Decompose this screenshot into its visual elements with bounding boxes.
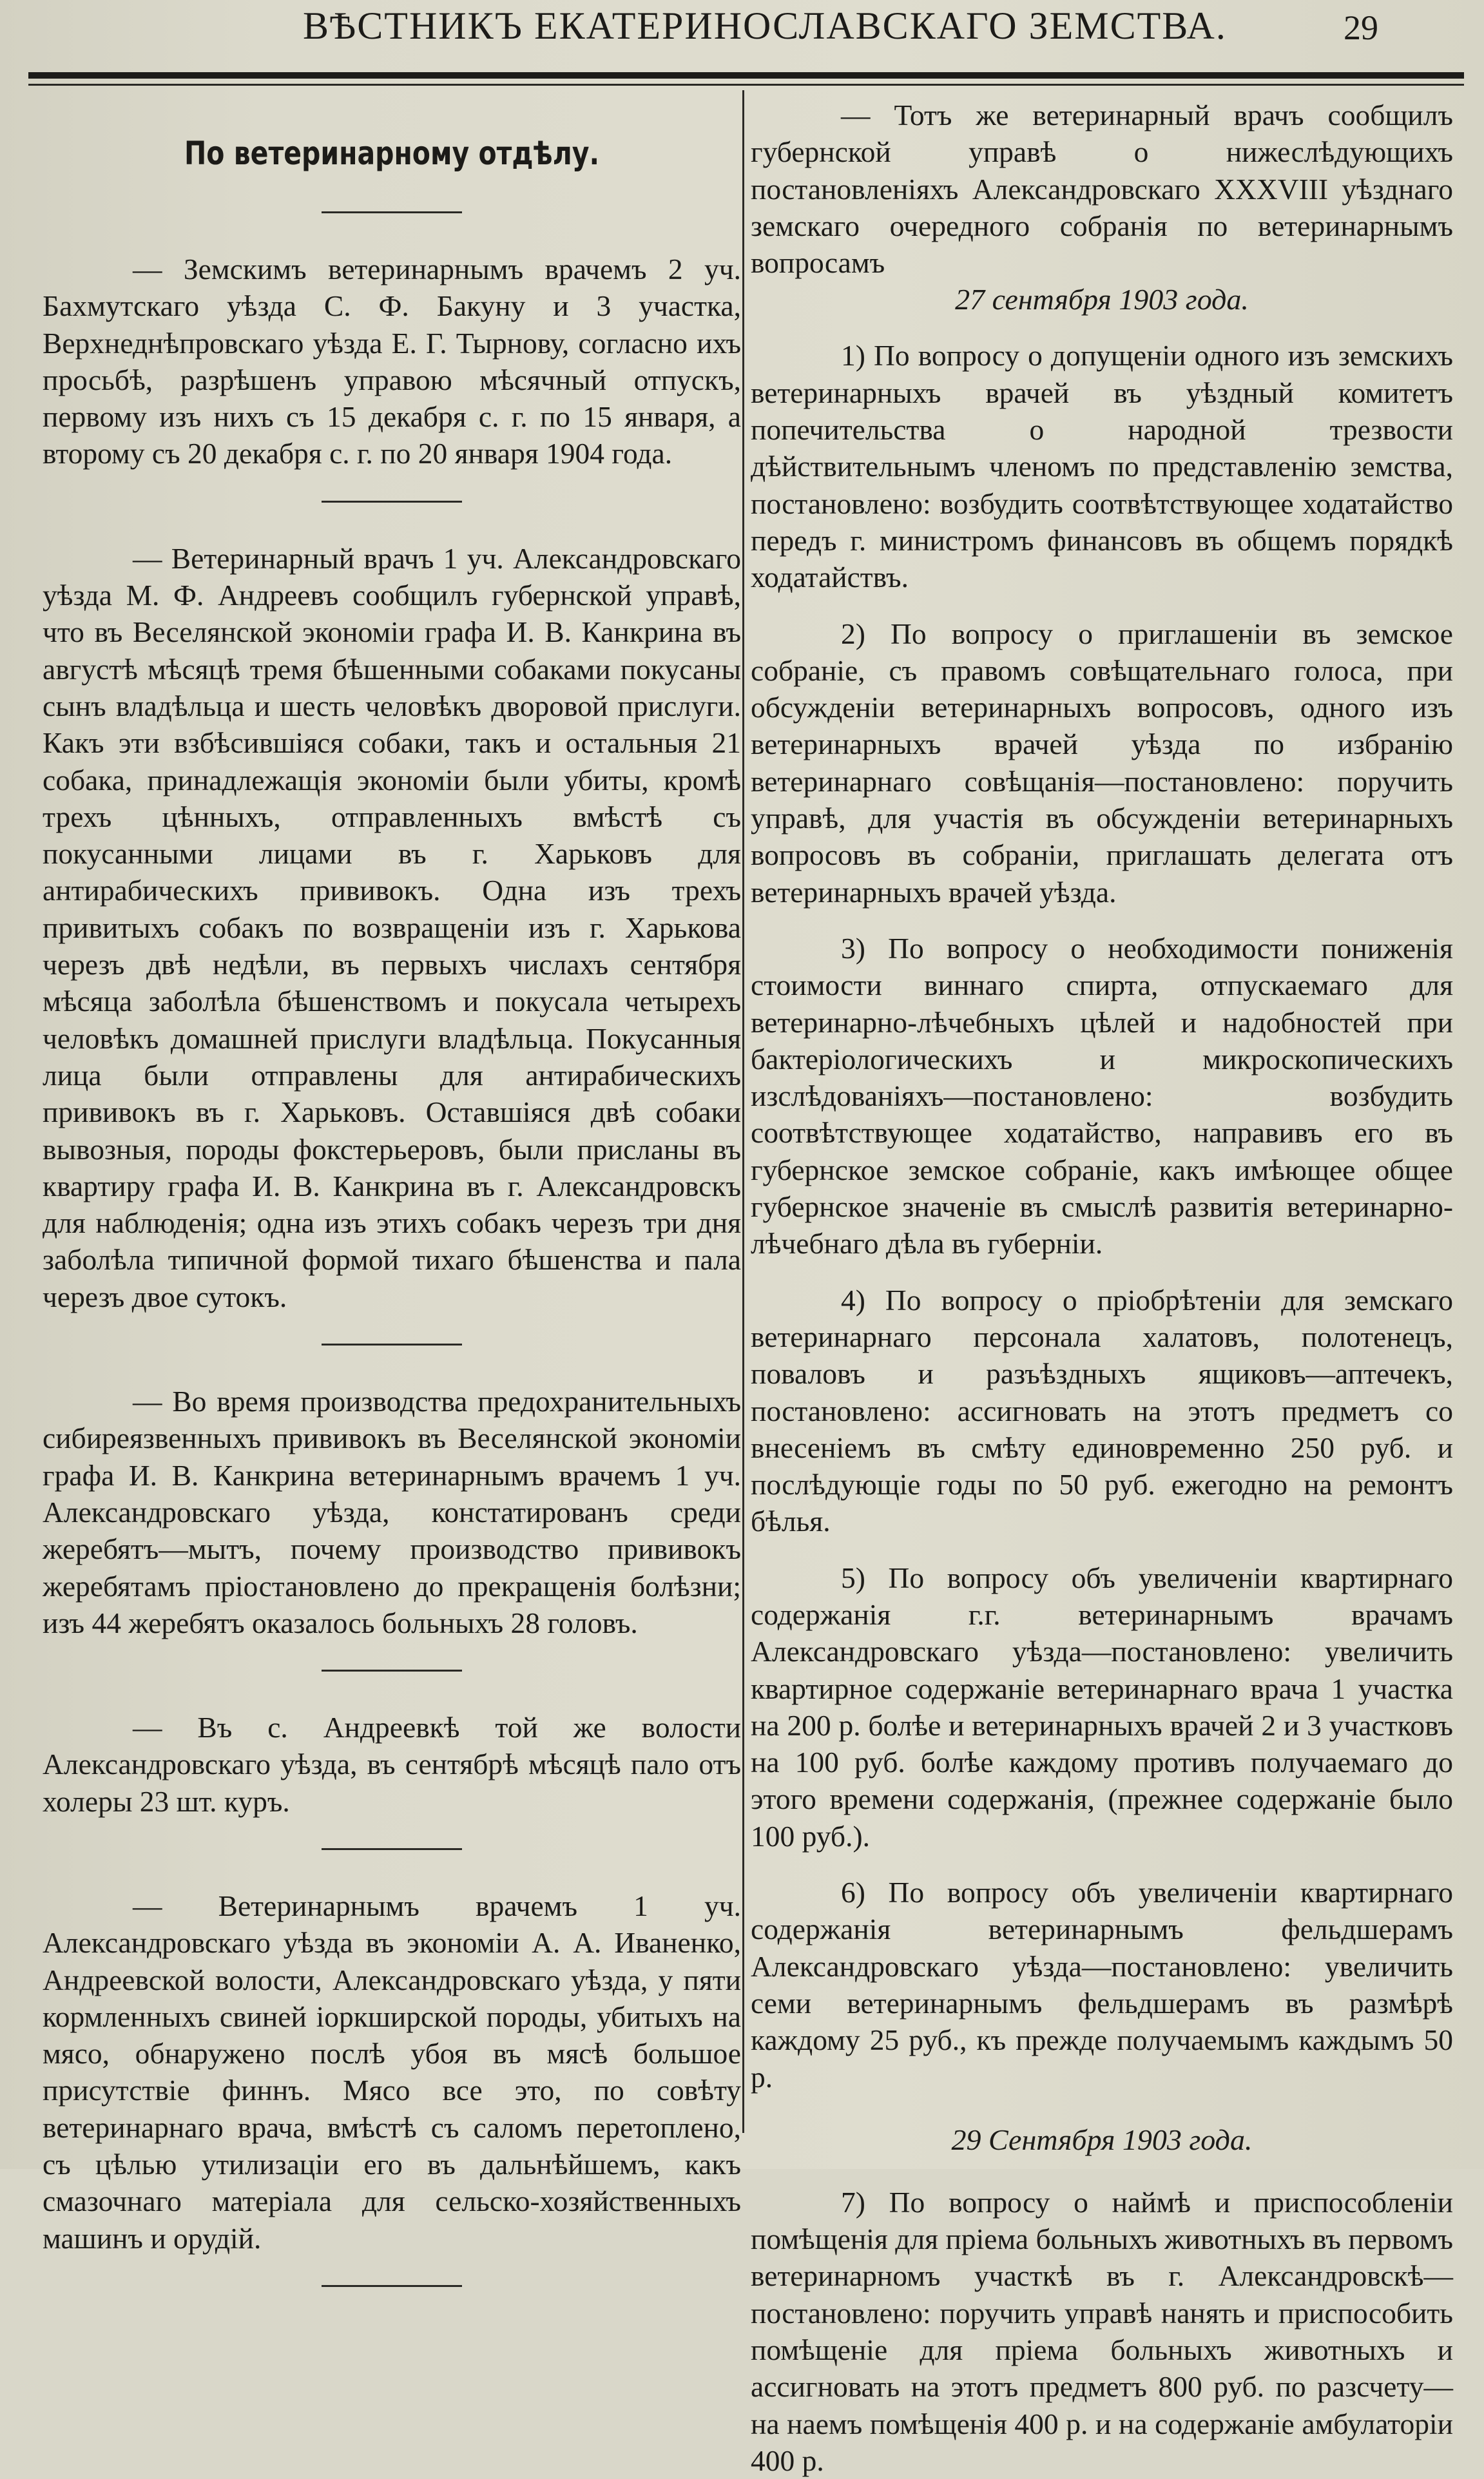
resolution-item-5: 5) По вопросу объ увеличеніи квартирнаго содержанія г.г. ветеринарнымъ врачамъ Александровскаго уѣзда—постановлено: увеличить квартирное содержаніе ветеринарнаго врача 1 участка на 200 р. болѣе и ветеринарныхъ врачей 2 и 3 участковъ на 100 руб. болѣе каждому противъ получаемаго до этого времени содержанія, (прежнее содержаніе было 100 руб.).	[751, 1561, 1453, 1853]
news-item-poultry-cholera: — Въ с. Андреевкѣ той же волости Александровскаго уѣзда, въ сентябрѣ мѣсяцѣ пало отъ холеры 23 шт. куръ.	[43, 1711, 741, 1818]
right-column	[751, 97, 1453, 2479]
news-item-anthrax-vaccination: — Во время производства предохранительныхъ сибиреязвенныхъ прививокъ въ Веселянской экономіи графа И. В. Канкрина ветеринарнымъ врачемъ 1 уч. Александровскаго уѣзда, констатированъ среди жеребятъ—мытъ, почему производство прививокъ жеребятамъ пріостановлено до прекращенія болѣзни; изъ 44 жеребятъ оказалось больныхъ 28 головъ.	[43, 1385, 741, 1639]
resolution-item-6: 6) По вопросу объ увеличеніи квартирнаго содержанія ветеринарнымъ фельдшерамъ Александровскаго уѣзда—постановлено: увеличить семи ветеринарнымъ фельдшерамъ въ размѣрѣ каждому 25 руб., къ прежде получаемымъ каждымъ 50 р.	[751, 1876, 1453, 2094]
header-rule-thin	[28, 84, 1464, 86]
resolutions-intro: — Тотъ же ветеринарный врачъ сообщилъ губернской управѣ о нижеслѣдующихъ постановленіяхъ Александровскаго XXXVIII уѣзднаго земскаго очередного собранія по ветеринарнымъ вопросамъ	[751, 99, 1453, 280]
date-heading-2: 29 Сентября 1903 года.	[951, 2123, 1253, 2156]
page-header	[26, 4, 1463, 55]
journal-title: ВѢСТНИКЪ ЕКАТЕРИНОСЛАВСКАГО ЗЕМСТВА.	[303, 5, 1227, 47]
news-item-rabies: — Ветеринарный врачъ 1 уч. Александровскаго уѣзда М. Ф. Андреевъ сообщилъ губернской управѣ, что въ Веселянской экономіи графа И. В. Канкрина въ августѣ мѣсяцѣ тремя бѣшенными собаками покусаны сынъ владѣльца и шесть человѣкъ дворовой прислуги. Какъ эти взбѣсившіяся собаки, такъ и остальныя 21 собака, принадлежащія экономіи были убиты, кромѣ трехъ цѣнныхъ, отправленныхъ вмѣстѣ съ покусанными лицами въ г. Харьковъ для антирабическихъ прививокъ. Одна изъ трехъ привитыхъ собакъ по возвращеніи изъ г. Харькова черезъ двѣ недѣли, въ первыхъ числахъ сентября мѣсяца заболѣла бѣшенствомъ и покусала четырехъ человѣкъ домашней прислуги владѣльца. Покусанныя лица были отправлены для антирабическихъ прививокъ въ г. Харьковъ. Оставшіяся двѣ собаки вывозныя, породы фокстерьеровъ, были присланы въ квартиру графа И. В. Канкрина въ г. Александровскъ для наблюденія; одна изъ этихъ собакъ черезъ три дня заболѣла типичной формой тихаго бѣшенства и пала черезъ двое сутокъ.	[43, 541, 741, 1313]
column-divider	[742, 90, 744, 2133]
left-column	[43, 97, 741, 2287]
resolution-item-4: 4) По вопросу о пріобрѣтеніи для земскаго ветеринарнаго персонала халатовъ, полотенецъ, поваловъ и разъѣздныхъ ящиковъ—аптечекъ, постановлено: ассигновать на этотъ предметъ со внесеніемъ въ смѣту единовременно 250 руб. и послѣдующіе годы по 50 руб. ежегодно на ремонтъ бѣлья.	[751, 1283, 1453, 1538]
news-item-pig-finns: — Ветеринарнымъ врачемъ 1 уч. Александровскаго уѣзда въ экономіи А. А. Иваненко, Андреевской волости, Александровскаго уѣзда, у пяти кормленныхъ свиней іоркширской породы, убитыхъ на мясо, обнаружено послѣ убоя въ мясѣ большое присутствіе финнъ. Мясо все это, по совѣту ветеринарнаго врача, вмѣстѣ съ саломъ перетоплено, съ цѣлью утилизаціи его въ дальнѣйшемъ, какъ смазочнаго матеріала для сельско-хозяйственныхъ машинъ и орудій.	[43, 1889, 741, 2255]
separator-rule	[322, 2285, 462, 2287]
header-rule-thick	[28, 72, 1464, 79]
resolution-item-7: 7) По вопросу о наймѣ и приспособленіи помѣщенія для пріема больныхъ животныхъ въ первомъ ветеринарномъ участкѣ въ г. Александровскѣ—постановлено: поручить управѣ нанять и приспособить помѣщеніе для пріема больныхъ животныхъ и ассигновать на этотъ предметъ 800 руб. по разсчету—на наемъ помѣщенія 400 р. и на содержаніе амбулаторіи 400 р.	[751, 2185, 1453, 2477]
resolution-item-3: 3) По вопросу о необходимости пониженія стоимости виннаго спирта, отпускаемаго для ветеринарно-лѣчебныхъ цѣлей и надобностей при бактеріологическихъ и микроскопическихъ изслѣдованіяхъ—постановлено: возбудить соотвѣтствующее ходатайство, направивъ его въ губернское земское собраніе, какъ имѣющее общее губернское значеніе въ смыслѣ развитія ветеринарно-лѣчебнаго дѣла въ губерніи.	[751, 931, 1453, 1260]
resolution-item-2: 2) По вопросу о приглашеніи въ земское собраніе, съ правомъ совѣщательнаго голоса, при обсужденіи ветеринарныхъ вопросовъ, одного изъ ветеринарныхъ врачей уѣзда по избранію ветеринарнаго совѣщанія—постановлено: поручить управѣ, для участія въ обсужденіи ветеринарныхъ вопросовъ въ собраніи, приглашать делегата отъ ветеринарныхъ врачей уѣзда.	[751, 617, 1453, 909]
date-heading-1: 27 сентября 1903 года.	[955, 283, 1249, 316]
section-title: По ветеринарному отдѣлу.	[184, 135, 600, 172]
page-number: 29	[1344, 8, 1378, 47]
news-item-vacation: — Земскимъ ветеринарнымъ врачемъ 2 уч. Бахмутскаго уѣзда С. Ф. Бакуну и 3 участка, Верхнеднѣпровскаго уѣзда Е. Г. Тырнову, согласно ихъ просьбѣ, разрѣшенъ управою мѣсячный отпускъ, первому изъ нихъ съ 15 декабря с. г. по 15 января, а второму съ 20 декабря с. г. по 20 января 1904 года.	[43, 253, 741, 470]
resolution-item-1: 1) По вопросу о допущеніи одного изъ земскихъ ветеринарныхъ врачей въ уѣздный комитетъ попечительства о народной трезвости дѣйствительнымъ членомъ по представленію земства, постановлено: возбудить соотвѣтствующее ходатайство передъ г. министромъ финансовъ въ общемъ порядкѣ ходатайствъ.	[751, 339, 1453, 594]
